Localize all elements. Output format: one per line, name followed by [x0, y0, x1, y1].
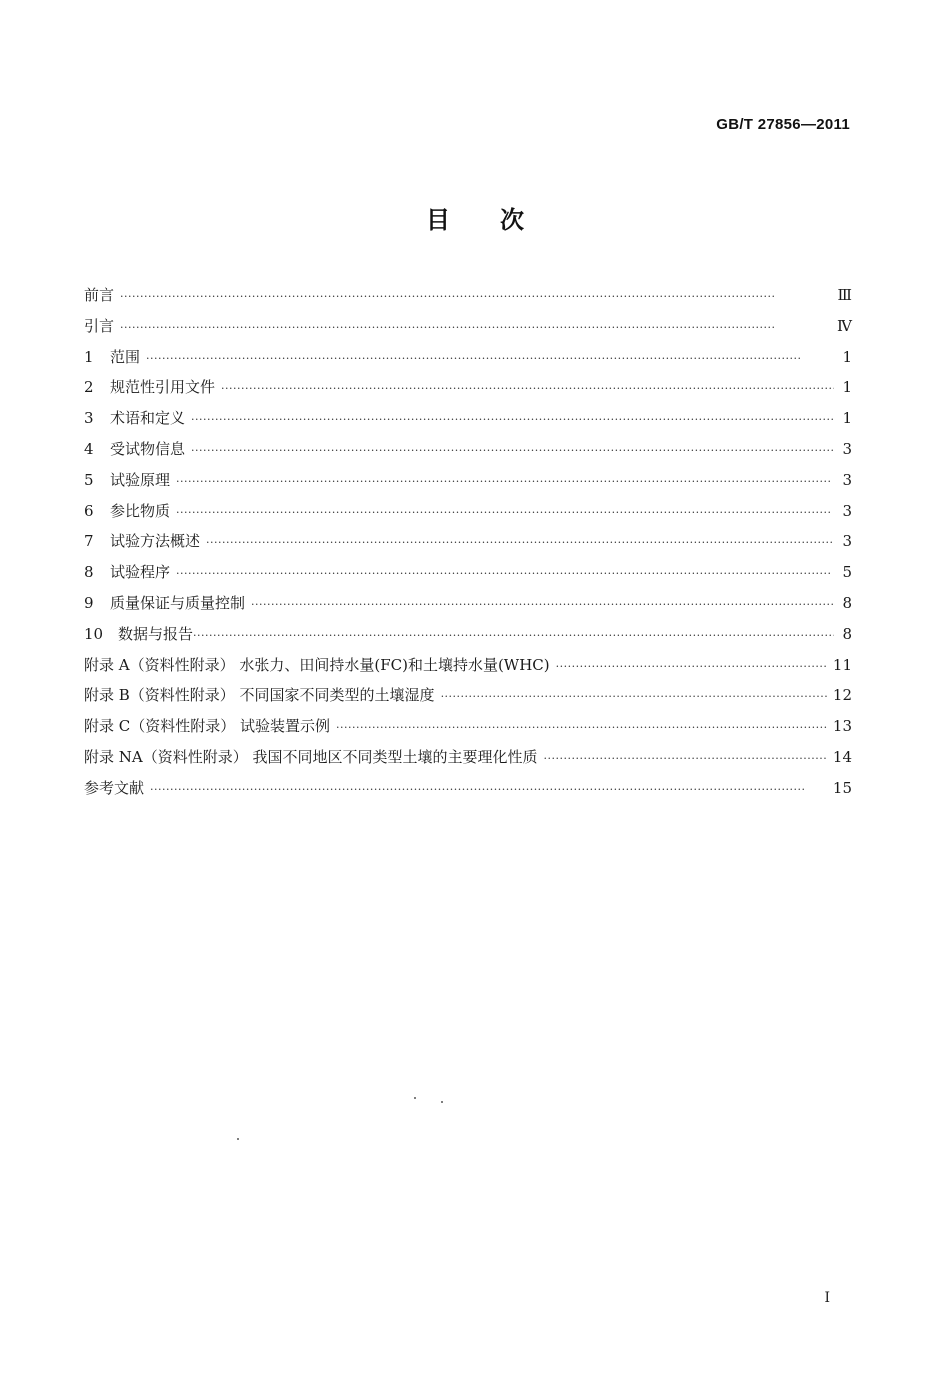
toc-entry-bibliography[interactable]: [84, 773, 852, 804]
toc-entry-label: 附录 B（资料性附录） 不同国家不同类型的土壤湿度: [84, 686, 435, 705]
toc-entry-annex-a[interactable]: [84, 650, 852, 681]
toc-dot-leader: [191, 436, 834, 467]
toc-entry-label: 附录 C（资料性附录） 试验装置示例: [84, 717, 331, 736]
toc-entry-label: 范围: [110, 347, 141, 366]
toc-entry-10[interactable]: [84, 619, 852, 650]
toc-entry-2[interactable]: [84, 372, 852, 403]
toc-entry-4[interactable]: [84, 434, 852, 465]
toc-entry-page: 11: [832, 655, 852, 674]
title-char-2: 次: [500, 206, 524, 234]
toc-entry-label: 数据与报告: [118, 624, 194, 643]
toc-entry-page: Ⅲ: [837, 286, 852, 304]
toc-dot-leader: [176, 467, 834, 498]
toc-entry-page: 3: [842, 532, 852, 551]
toc-entry-9[interactable]: [84, 588, 852, 619]
page-number: I: [824, 1290, 830, 1306]
toc-entry-6[interactable]: [84, 496, 852, 527]
toc-entry-label: 术语和定义: [110, 409, 186, 428]
toc-entry-number: 5: [84, 470, 94, 489]
toc-entry-annex-b[interactable]: [84, 680, 852, 711]
toc-entry-label: 试验原理: [110, 470, 171, 489]
toc-dot-leader: [556, 652, 827, 683]
standard-number: GB/T 27856—2011: [716, 116, 850, 133]
toc-entry-8[interactable]: [84, 557, 852, 588]
toc-entry-page: 8: [842, 593, 852, 612]
toc-dot-leader: [441, 682, 827, 713]
toc-entry-label: 参比物质: [110, 501, 171, 520]
toc-entry-introduction[interactable]: [84, 311, 852, 342]
toc-dot-leader: [336, 713, 827, 744]
toc-entry-page: 1: [842, 347, 852, 366]
toc-dot-leader: [206, 528, 834, 559]
toc-entry-page: Ⅳ: [837, 316, 852, 335]
toc-dot-leader: [251, 590, 834, 621]
toc-dot-leader: [176, 498, 834, 529]
toc-entry-3[interactable]: [84, 403, 852, 434]
toc-entry-label: 试验方法概述: [110, 532, 201, 551]
toc-entry-page: 13: [832, 717, 852, 736]
toc-entry-annex-na[interactable]: [84, 742, 852, 773]
toc-entry-page: 14: [832, 747, 852, 766]
toc-entry-label: 受试物信息: [110, 439, 186, 458]
toc-entry-number: 1: [84, 347, 94, 366]
toc-entry-page: 1: [842, 378, 852, 397]
toc-entry-label: 规范性引用文件: [110, 378, 216, 397]
scan-speck: [441, 1101, 443, 1103]
toc-entry-number: 3: [84, 409, 94, 428]
toc-entry-number: 8: [84, 563, 94, 582]
toc-entry-page: 3: [842, 470, 852, 489]
toc-entry-number: 6: [84, 501, 94, 520]
toc-dot-leader: [191, 405, 834, 436]
toc-entry-label: 前言: [84, 286, 115, 304]
toc-entry-number: 9: [84, 593, 94, 612]
toc-entry-label: 试验程序: [110, 563, 171, 582]
toc-entry-5[interactable]: [84, 465, 852, 496]
toc-dot-leader: [221, 374, 834, 405]
scan-speck: [237, 1138, 239, 1140]
toc-entry-page: 8: [842, 624, 852, 643]
toc-entry-foreword[interactable]: [84, 280, 852, 311]
toc-entry-label: 附录 NA（资料性附录） 我国不同地区不同类型土壤的主要理化性质: [84, 747, 538, 766]
toc-dot-leader: [120, 313, 831, 344]
toc-dot-leader: [150, 775, 827, 806]
toc-dot-leader: [544, 744, 827, 775]
title-char-1: 目: [426, 206, 450, 234]
page-title: [0, 200, 950, 235]
table-of-contents: [84, 280, 852, 804]
toc-entry-label: 引言: [84, 316, 115, 335]
toc-dot-leader: [120, 282, 832, 313]
toc-dot-leader: [176, 559, 834, 590]
toc-dot-leader: [146, 344, 834, 375]
toc-entry-page: 15: [832, 778, 852, 797]
toc-entry-label: 附录 A（资料性附录） 水张力、田间持水量(FC)和土壤持水量(WHC): [84, 655, 550, 674]
toc-entry-annex-c[interactable]: [84, 711, 852, 742]
scan-speck: [414, 1097, 416, 1099]
toc-entry-number: 2: [84, 378, 94, 397]
toc-entry-number: 7: [84, 532, 94, 551]
toc-entry-page: 3: [842, 501, 852, 520]
toc-entry-1[interactable]: [84, 342, 852, 373]
toc-entry-page: 3: [842, 439, 852, 458]
toc-entry-7[interactable]: [84, 526, 852, 557]
toc-dot-leader: [193, 621, 834, 652]
toc-entry-page: 5: [842, 563, 852, 582]
toc-entry-number: 10: [84, 624, 104, 643]
toc-entry-label: 参考文献: [84, 778, 145, 797]
toc-entry-label: 质量保证与质量控制: [110, 593, 246, 612]
toc-entry-page: 1: [842, 409, 852, 428]
toc-entry-page: 12: [832, 686, 852, 705]
toc-entry-number: 4: [84, 439, 94, 458]
